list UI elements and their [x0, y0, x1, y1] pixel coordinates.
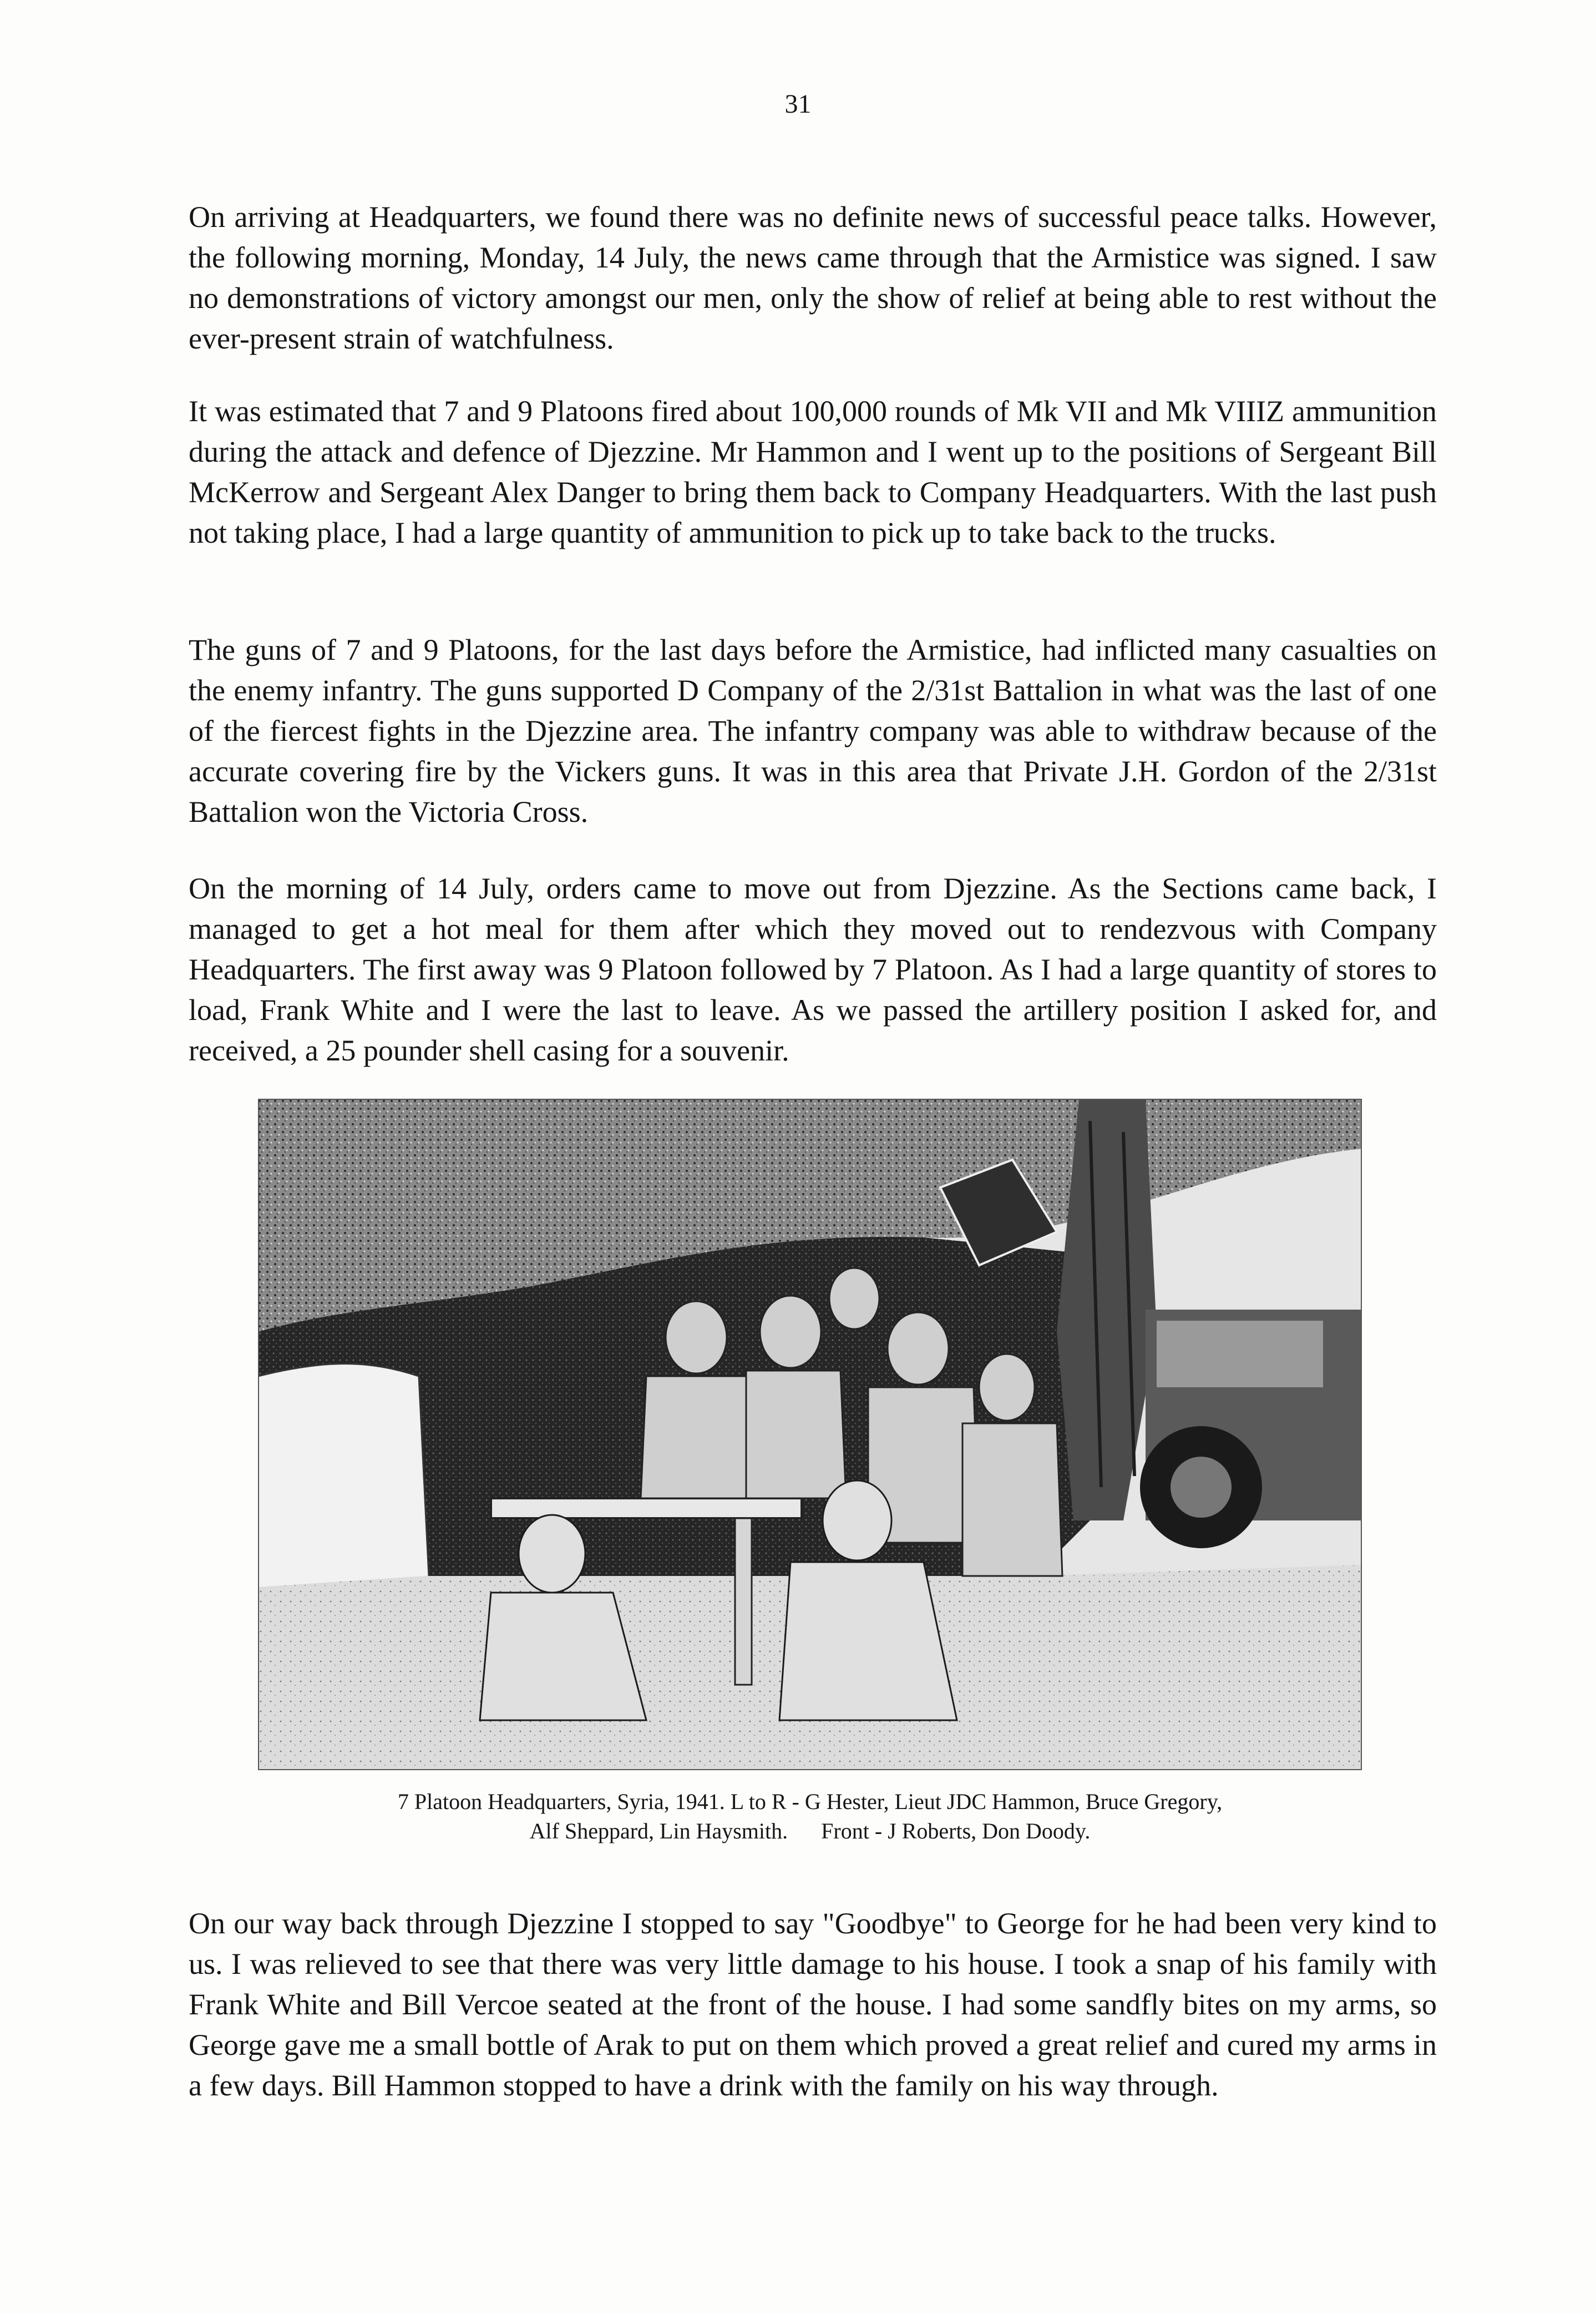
page-number: 31 — [784, 89, 812, 119]
paragraph-armistice: On arriving at Headquarters, we found there was no definite news of successful peace talks. However, the following morning, Monday, 14 July, the news came through that the Armistice was signed. I saw no demonstrations of victory amongst our men, only the show of relief at being able to rest without the ever-present strain of watchfulness. — [189, 200, 1437, 355]
photo-caption-line-2 — [258, 1817, 1362, 1845]
photo-caption-front-row: Front - J Roberts, Don Doody. — [821, 1818, 1091, 1843]
photo-caption-line-1: 7 Platoon Headquarters, Syria, 1941. L to R - G Hester, Lieut JDC Hammon, Bruce Gregory, — [397, 1789, 1223, 1814]
paragraph-guns: The guns of 7 and 9 Platoons, for the last days before the Armistice, had inflicted many casualties on the enemy infantry. The guns supported D Company of the 2/31st Battalion in what was the last of one of the fiercest fights in the Djezzine area. The infantry company was able to withdraw because of the accurate covering fire by the Vickers guns. It was in this area that Private J.H. Gordon of the 2/31st Battalion won the Victoria Cross. — [189, 633, 1437, 828]
paragraph-move-out: On the morning of 14 July, orders came to move out from Djezzine. As the Sections came back, I managed to get a hot meal for them after which they moved out to rendezvous with Company Headquarters. The first away was 9 Platoon followed by 7 Platoon. As I had a large quantity of stores to load, Frank White and I were the last to leave. As we passed the artillery position I asked for, and received, a 25 pounder shell casing for a souvenir. — [189, 872, 1437, 1067]
platoon-headquarters-photo — [258, 1099, 1362, 1770]
paragraph-goodbye-george: On our way back through Djezzine I stopped to say "Goodbye" to George for he had been very kind to us. I was relieved to see that there was very little damage to his house. I took a snap of his family with Frank White and Bill Vercoe seated at the front of the house. I had some sandfly bites on my arms, so George gave me a small bottle of Arak to put on them which proved a great relief and cured my arms in a few days. Bill Hammon stopped to have a drink with the family on his way through. — [189, 1907, 1437, 2102]
paragraph-ammunition: It was estimated that 7 and 9 Platoons fired about 100,000 rounds of Mk VII and Mk VIIIZ ammunition during the attack and defence of Djezzine. Mr Hammon and I went up to the positions of Sergeant Bill McKerrow and Sergeant Alex Danger to bring them back to Company Headquarters. With the last push not taking place, I had a large quantity of ammunition to pick up to take back to the trucks. — [189, 395, 1437, 549]
photo-caption-names: Alf Sheppard, Lin Haysmith. — [529, 1818, 788, 1843]
